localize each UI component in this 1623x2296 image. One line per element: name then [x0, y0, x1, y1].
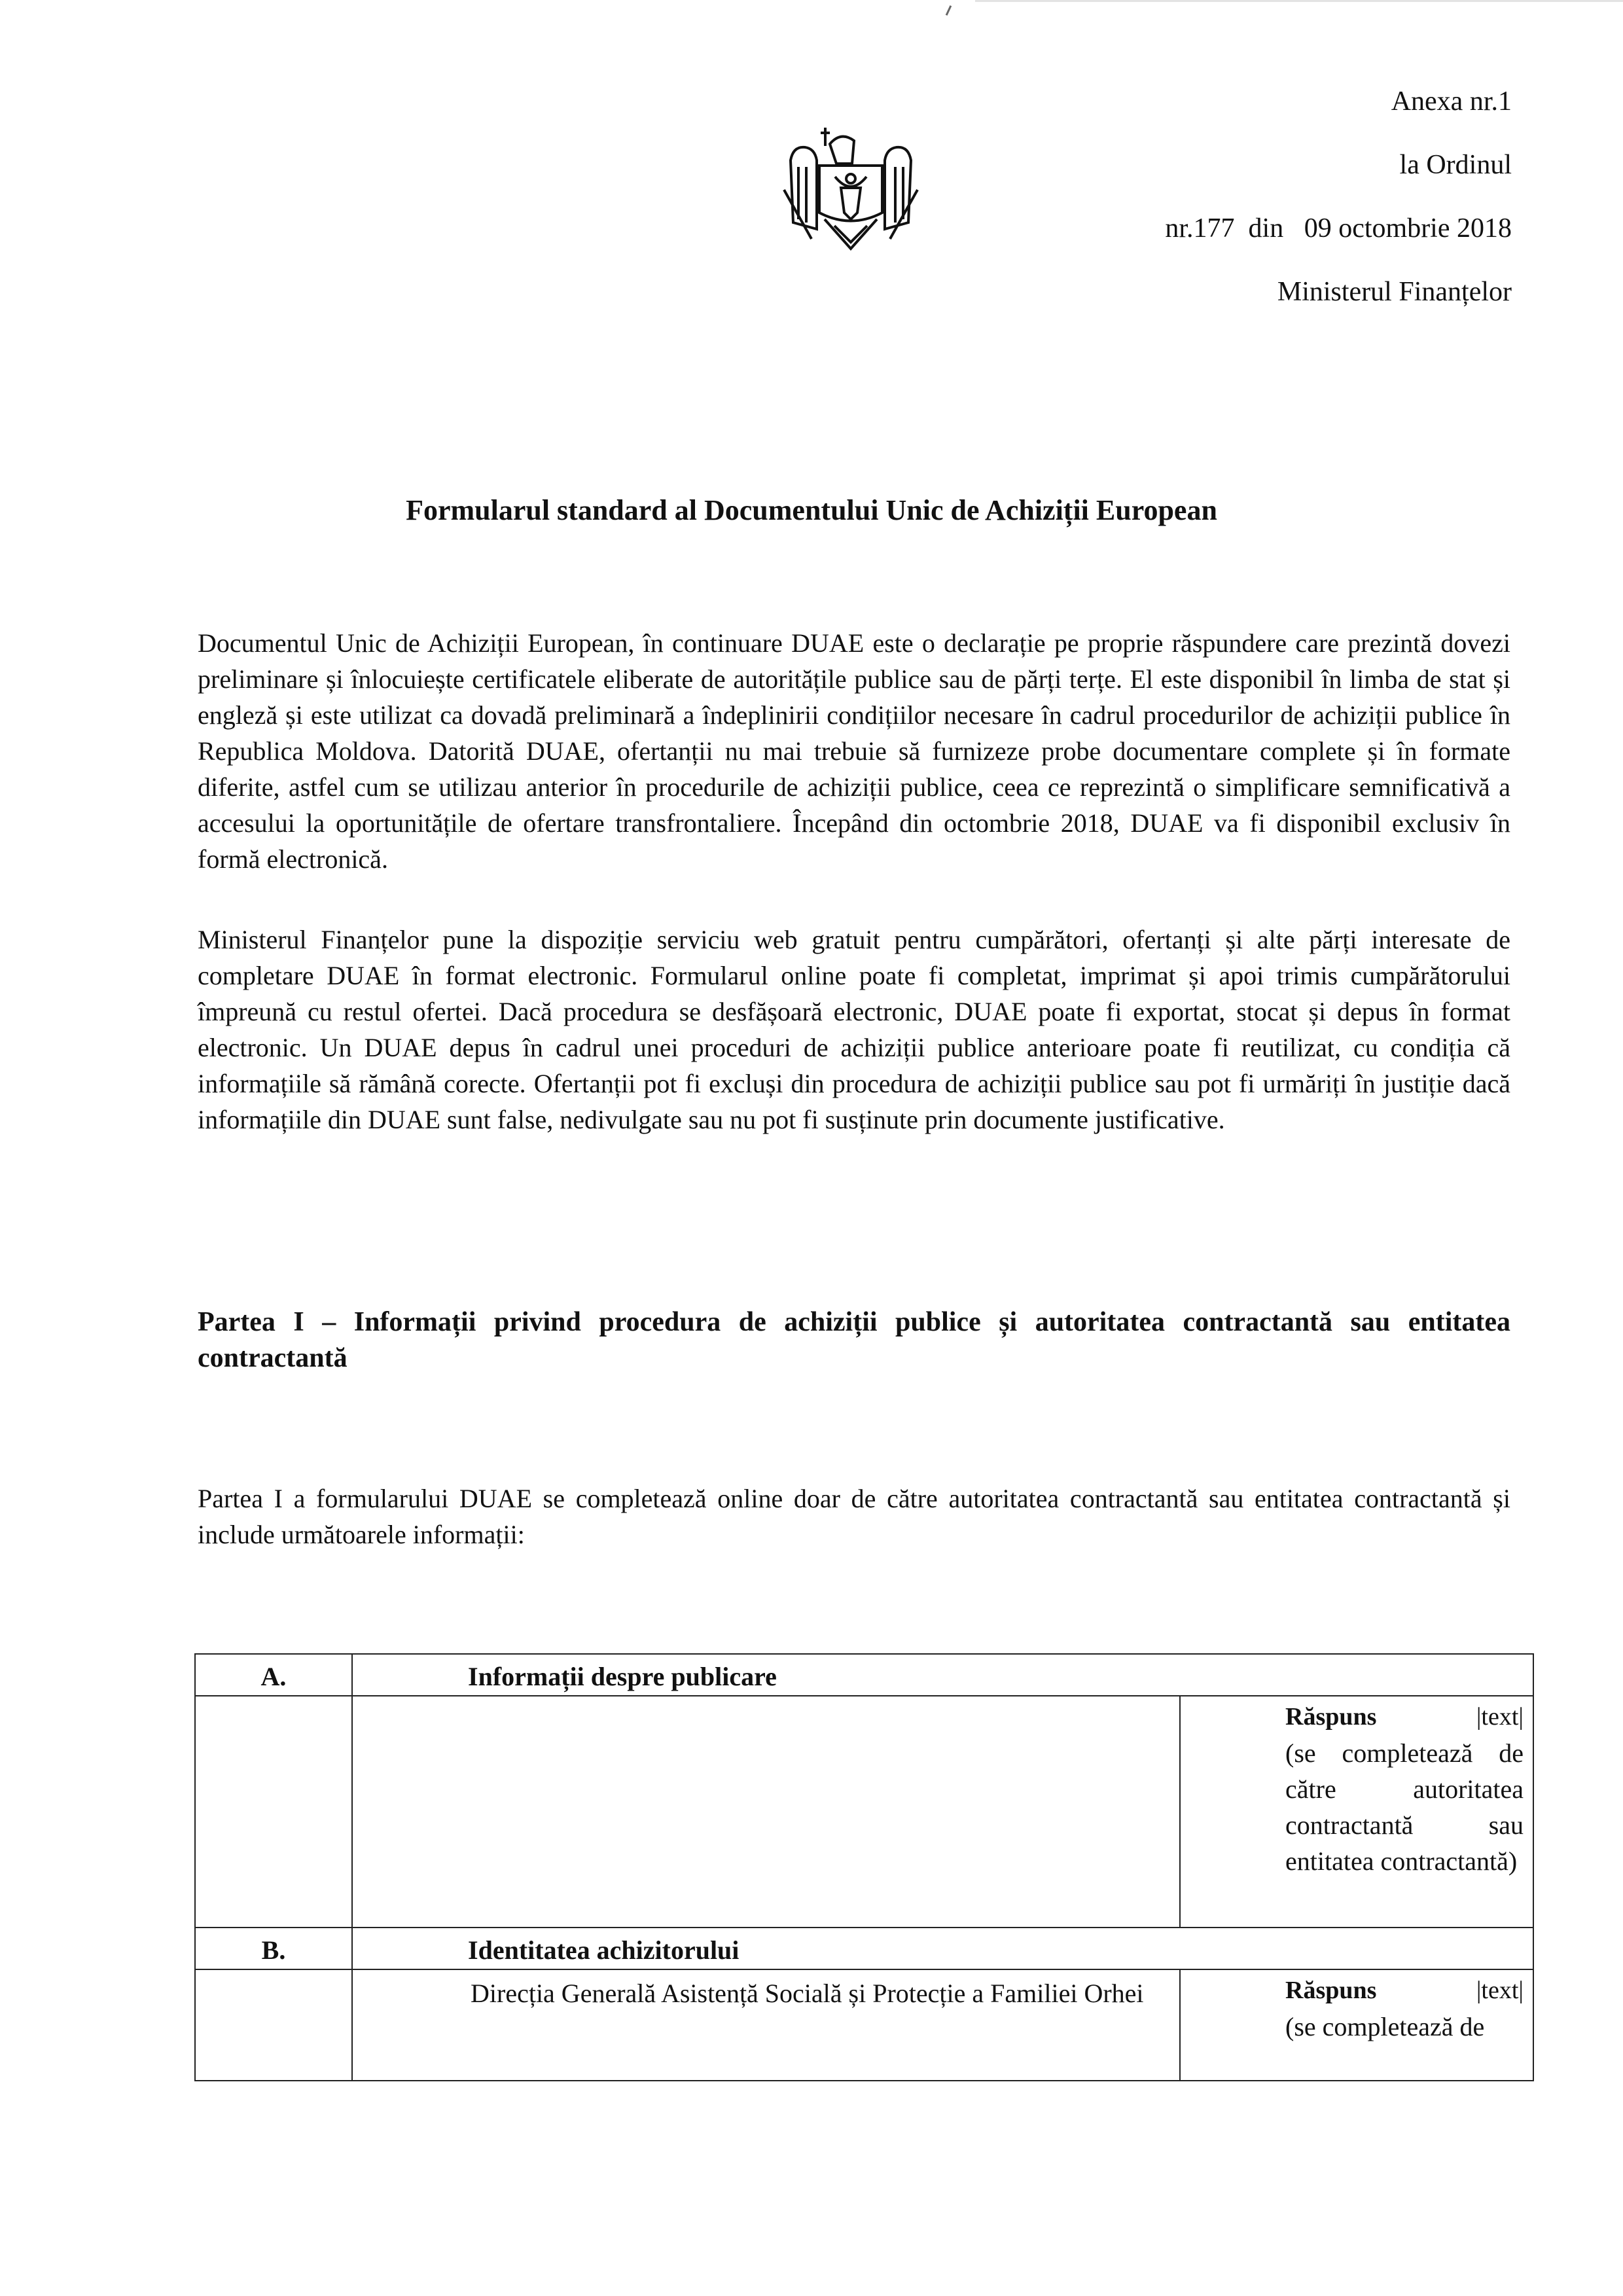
section-b-header-row — [195, 1928, 1533, 1969]
answer-label-row — [1285, 1973, 1524, 2009]
duae-form-table — [194, 1653, 1534, 2081]
scan-edge-artifact — [975, 0, 1623, 2]
section-title: Identitatea achizitorului — [352, 1928, 1533, 1969]
answer-cell[interactable] — [1180, 1969, 1533, 2081]
answer-note: (se completează de — [1285, 2012, 1485, 2041]
annex-label: Anexa nr.1 — [1391, 86, 1512, 117]
section-letter-empty-cell — [195, 1969, 352, 2081]
moldova-coat-of-arms-icon — [779, 115, 923, 252]
intro-paragraph-2: Ministerul Finanțelor pune la dispoziție serviciu web gratuit pentru cumpărători, ofertanți și alte părți interesate de completare DUAE în format electronic. Formularul online poate fi completat, imprimat și apoi trimis cumpărătorului împreună cu restul ofertei. Dacă procedura se desfășoară electronic, DUAE poate fi exportat, stocat și depus în format electronic. Un DUAE depus în cadrul unei proceduri de achiziții publice anterioare poate fi reutilizat, cu condiția că informațiile să rămână corecte. Ofertanții pot fi excluși din procedura de achiziții publice sau pot fi urmăriți în justiție dacă informațiile din DUAE sunt false, nedivulgate sau nu pot fi susținute prin documente justificative. — [198, 925, 1510, 1134]
document-title: Formularul standard al Documentului Unic de Achiziții European — [406, 494, 1217, 526]
answer-label: Răspuns — [1285, 1977, 1377, 2004]
order-reference: la Ordinul — [1399, 150, 1512, 180]
buyer-identity-value: Direcția Generală Asistență Socială și Protecție a Familiei Orhei — [352, 1969, 1180, 2081]
answer-type: |text| — [1476, 1703, 1524, 1731]
answer-cell[interactable] — [1180, 1696, 1533, 1928]
section-letter: A. — [195, 1654, 352, 1696]
answer-note: (se completează de către autoritatea contractantă sau entitatea contractantă) — [1285, 1738, 1524, 1876]
intro-paragraph-1: Documentul Unic de Achiziții European, în continuare DUAE este o declarație pe proprie răspundere care prezintă dovezi preliminare și înlocuiește certificatele eliberate de autoritățile publice sau de părți terțe. El este disponibil în limba de stat și engleză și este utilizat ca dovadă preliminară a îndeplinirii condițiilor necesare în cadrul procedurilor de achiziții publice în Republica Moldova. Datorită DUAE, ofertanții nu mai trebuie să furnizeze probe documentare complete și în formate diferite, astfel cum se utilizau anterior în procedurile de achiziții publice, ceea ce reprezintă o simplificare semnificativă a accesului la oportunitățile de ofertare transfrontaliere. Începând din octombrie 2018, DUAE va fi disponibil exclusiv în formă electronică. — [198, 628, 1510, 874]
answer-label-row — [1285, 1699, 1524, 1735]
document-header — [1165, 85, 1512, 339]
ministry-name: Ministerul Finanțelor — [1277, 277, 1512, 307]
section-b-body-row — [195, 1969, 1533, 2081]
order-number-date: nr.177 din 09 octombrie 2018 — [1165, 213, 1512, 243]
scan-pen-mark — [946, 5, 952, 16]
section-letter: B. — [195, 1928, 352, 1969]
answer-label: Răspuns — [1285, 1703, 1377, 1731]
section-a-header-row — [195, 1654, 1533, 1696]
part1-intro-paragraph: Partea I a formularului DUAE se completează online doar de către autoritatea contractantă sau entitatea contractantă și include următoarele informații: — [198, 1484, 1510, 1549]
answer-type: |text| — [1476, 1977, 1524, 2004]
section-letter-empty-cell — [195, 1696, 352, 1928]
part1-heading: Partea I – Informații privind procedura de achiziții publice și autoritatea contractantă sau entitatea contractantă — [198, 1307, 1510, 1373]
section-content-cell — [352, 1696, 1180, 1928]
section-a-body-row — [195, 1696, 1533, 1928]
section-title: Informații despre publicare — [352, 1654, 1533, 1696]
